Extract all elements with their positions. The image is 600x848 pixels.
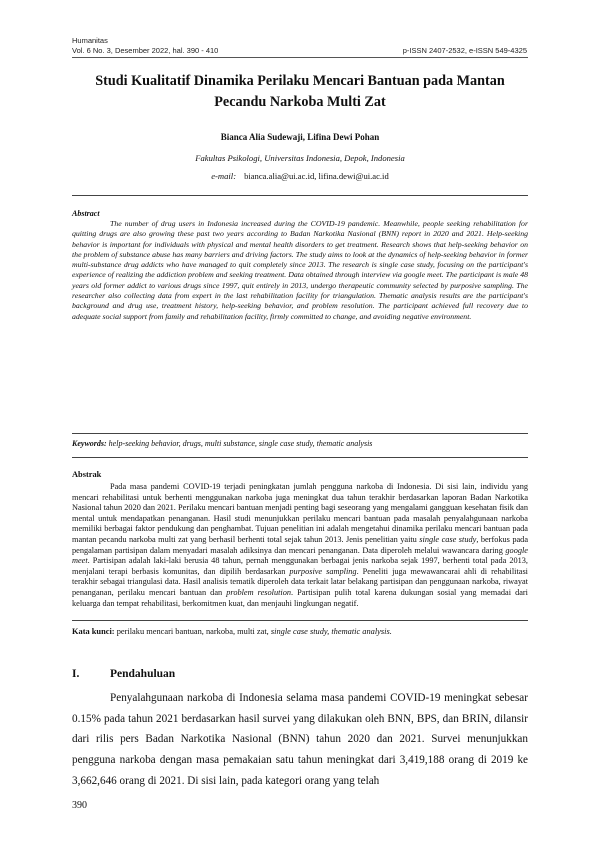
keywords-label: Keywords: (72, 439, 107, 448)
section-body: Penyalahgunaan narkoba di Indonesia selama masa pandemi COVID-19 meningkat sebesar 0.15% pada tahun 2021 berdasarkan hasil survei yang dilakukan oleh BNN, BPS, dan BRIN, dilansir dari rilis pers Badan Narkotika Nasional (BNN) tahun 2020 dan 2021. Survei menunjukkan pengguna narkoba dengan masa pemakaian satu tahun meningkat dari 3,419,188 orang di 2019 ke 3,662,646 orang di 2021. Di sisi lain, pada kategori orang yang telah (72, 692, 528, 787)
email-addresses[interactable]: bianca.alia@ui.ac.id, lifina.dewi@ui.ac.id (244, 171, 389, 181)
authors: Bianca Alia Sudewaji, Lifina Dewi Pohan (220, 132, 380, 142)
divider (72, 433, 528, 434)
kata-kunci-italic: single case study, thematic analysis. (270, 627, 392, 636)
keywords (72, 439, 528, 448)
divider (72, 195, 528, 196)
email-label: e-mail: (211, 171, 237, 181)
kata-kunci (72, 627, 528, 636)
section-number: I. (72, 668, 80, 680)
volume-info: Vol. 6 No. 3, Desember 2022, hal. 390 - 410 (72, 46, 219, 55)
abstrak-heading: Abstrak (72, 470, 102, 479)
affiliation: Fakultas Psikologi, Universitas Indonesia, Depok, Indonesia (195, 153, 405, 163)
issn-info: p-ISSN 2407-2532, e-ISSN 549-4325 (402, 46, 527, 55)
abstrak-text: Pada masa pandemi COVID-19 terjadi peningkatan jumlah pengguna narkoba di Indonesia. Di sisi lain, individu yang mencari rehabilitasi untuk berhenti menggunakan narkoba juga meningkat dua tahun terakhir berdasarkan laporan Badan Narkotika Nasional tahun 2020 dan 2021. Perilaku mencari bantuan menjadi penting bagi seseorang yang mengalami gangguan kesehatan fisik dan mental untuk mendapatkan penanganan. Hasil studi menunjukkan perilaku mencari bantuan pada masalah penyalahgunaan narkoba memiliki berbagai faktor pendukung dan penghambat. Tujuan penelitian ini adalah mengetahui dinamika perilaku mencari bantuan pada mantan pecandu narkoba multi zat yang berhasil berhenti total sejak tahun 2013. Jenis penelitian yaitu single case study, berfokus pada pengalaman partisipan dalam menyadari masalah adiksinya dan mencari penanganan. Data diperoleh melalui wawancara daring google meet. Partisipan adalah laki-laki berusia 48 tahun, pernah menggunakan berbagai jenis narkoba sejak 1997, berhenti total pada 2013, menjalani terapi berbasis komunitas, dan dipilih berdasarkan purposive sampling. Peneliti juga mewawancarai ahli di rehabilitasi terakhir sebagai triangulasi data. Hasil analisis tematik diperoleh data terkait latar belakang partisipan dan penggunaan narkoba, riwayat penanganan, perilaku mencari bantuan dan problem resolution. Partisipan pulih total karena dukungan sosial yang memadai dari keluarga dan tempat rehabilitasi, berkomitmen kuat, dan menjauhi lingkungan negatif. (72, 482, 529, 608)
keywords-list: help-seeking behavior, drugs, multi substance, single case study, thematic analysis (108, 439, 373, 448)
kata-kunci-list: perilaku mencari bantuan, narkoba, multi zat, (116, 627, 269, 636)
divider (72, 620, 528, 621)
section-title: Pendahuluan (110, 668, 176, 680)
divider (72, 457, 528, 458)
paper-title: Studi Kualitatif Dinamika Perilaku Mencari Bantuan pada Mantan Pecandu Narkoba Multi Zat (95, 73, 505, 110)
section-heading (72, 668, 175, 680)
kata-kunci-label: Kata kunci: (72, 627, 115, 636)
abstract-text: The number of drug users in Indonesia increased during the COVID-19 pandemic. Meanwhile, people seeking rehabilitation for quitting drugs are also growing these past two years according to Badan Narkotika Nasional (BNN) report in 2020 and 2021. Help-seeking behavior is important for individuals with physical and mental health disorders to get treatment. Research shows that help-seeking behavior on the problem of substance abuse has many barriers and driving factors. The study aims to look at the dynamics of help-seeking behavior in former multi-substance drug addicts who have managed to quit completely since 2013. The research is single case study, focusing on the participant's experience of realizing the addiction problem and seeking treatment. Data obtained through interview via google meet. The participant is male 48 years old former addict to various drugs since 1997, quit entirely in 2013, undergo therapeutic community selected by purposive sampling. The researcher also collecting data from expert in the last rehabilitation facility for triangulation. Thematic analysis results are the participant's background and drug use, treatment history, help-seeking behavior, and problem resolution. The participant achieved full recovery due to adequate social support from family and rehabilitation facility, firmly committed to change, and avoiding negative environment. (72, 219, 528, 321)
abstract-heading: Abstract (72, 209, 100, 218)
journal-header (72, 36, 218, 56)
email-line (72, 171, 528, 181)
header-divider (72, 57, 528, 58)
journal-name: Humanitas (72, 36, 108, 45)
page-number: 390 (72, 800, 87, 811)
